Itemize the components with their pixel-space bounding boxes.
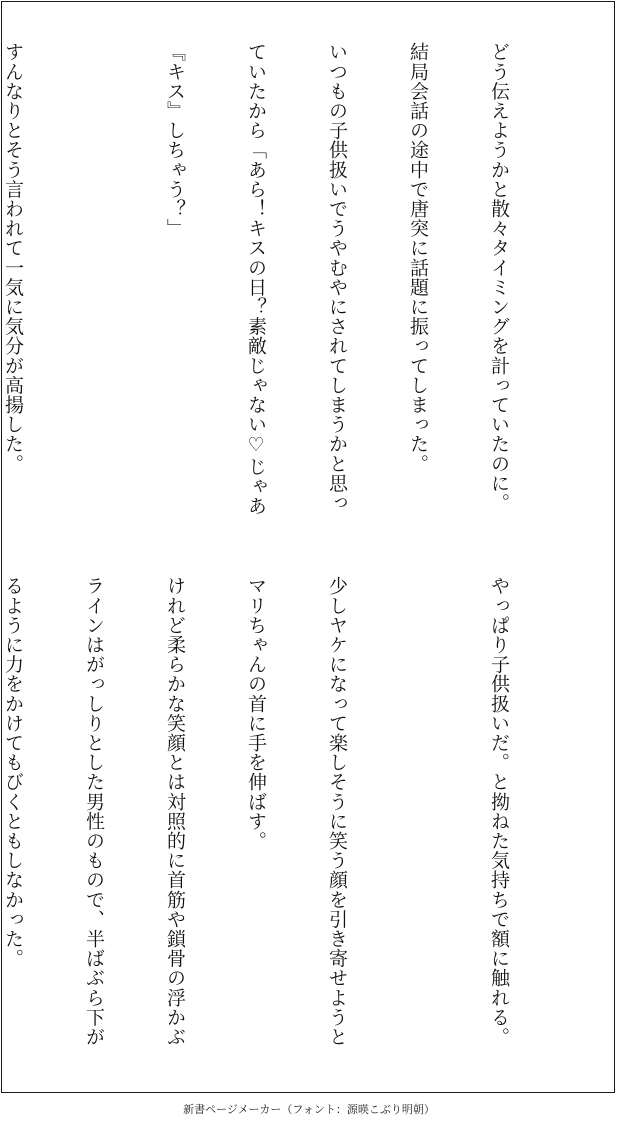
text-line: どう伝えようかと散々タイミングを計っていたのに。 (488, 42, 510, 513)
text-line: ラインはがっしりとした男性のもので、半ばぶら下が (83, 576, 105, 1047)
blank-line (404, 576, 431, 1076)
text-line: マリちゃんの首に手を伸ばす。 (245, 576, 267, 851)
text-line: 結局会話の途中で唐突に話題に振ってしまった。 (407, 42, 429, 474)
text-line: いつもの子供扱いでうやむやにされてしまうかと思っ (326, 42, 348, 513)
text-line: けれど柔らかな笑顔とは対照的に首筋や鎖骨の浮かぶ (164, 576, 186, 1047)
page-frame (1, 1, 615, 1093)
text-line: 『キス』しちゃう？」 (164, 42, 186, 238)
footer-caption: 新書ページメーカー（フォント：源暎こぶり明朝） (183, 1103, 435, 1116)
text-line: すんなりとそう言われて一気に気分が高揚した。 (2, 42, 24, 474)
text-line: ていたから「あら！キスの日？素敵じゃない♡じゃあ (245, 42, 267, 516)
blank-line (80, 42, 107, 542)
text-line: 少しヤケになって楽しそうに笑う顔を引き寄せようと (326, 576, 348, 1047)
text-line: るように力をかけてもびくともしなかった。 (2, 576, 24, 968)
text-line: やっぱり子供扱いだ。と拗ねた気持ちで額に触れる。 (488, 576, 510, 1047)
text-block-top (0, 42, 566, 542)
text-block-bottom (0, 576, 566, 1076)
